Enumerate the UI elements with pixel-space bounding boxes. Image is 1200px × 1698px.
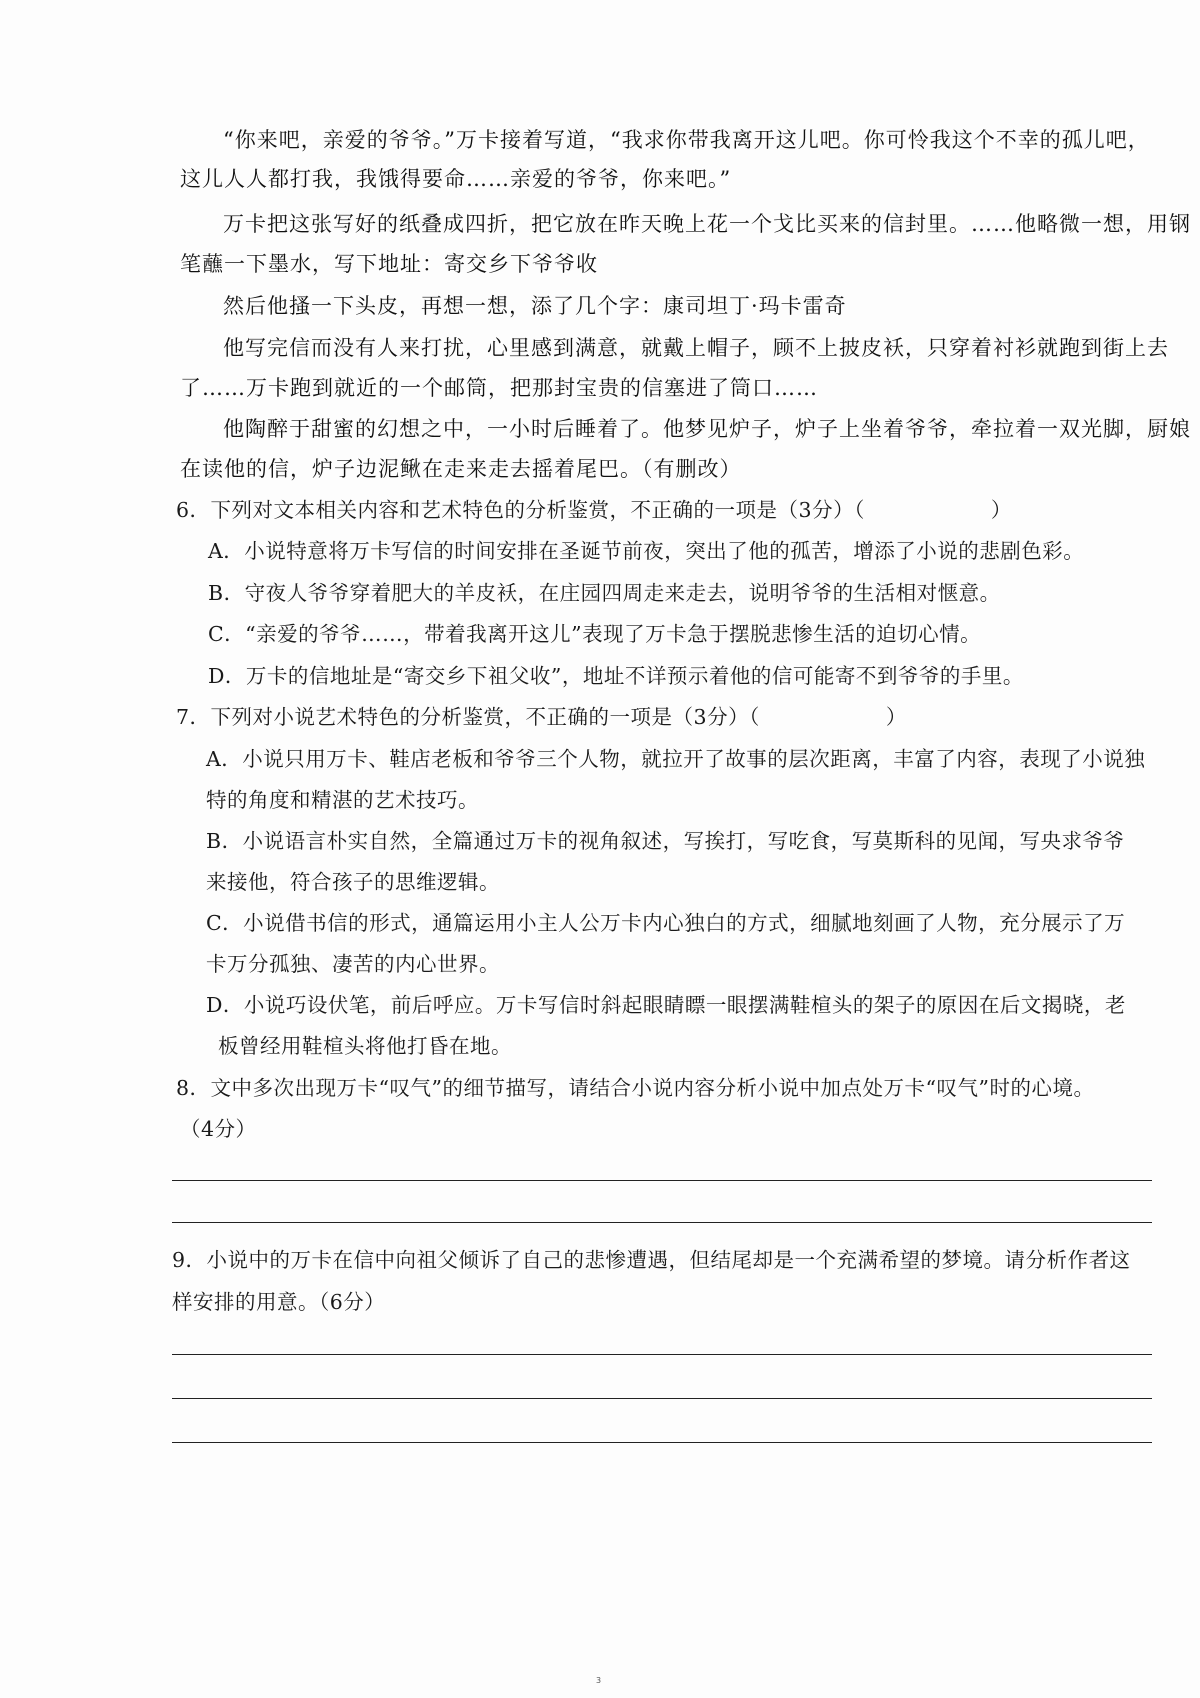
passage-p4-line2: 了……万卡跑到就近的一个邮筒，把那封宝贵的信塞进了筒口……	[180, 376, 818, 400]
passage-p5-line1: 他陶醉于甜蜜的幻想之中，一小时后睡着了。他梦见炉子，炉子上坐着爷爷，牵拉着一双光脚，厨娘	[223, 417, 1191, 441]
question-6-option-c: C．“亲爱的爷爷……，带着我离开这儿”表现了万卡急于摆脱悲惨生活的迫切心情。	[208, 622, 982, 646]
question-7-option-a-line2: 特的角度和精湛的艺术技巧。	[206, 788, 479, 812]
question-7-option-b-line2: 来接他，符合孩子的思维逻辑。	[206, 870, 500, 894]
question-7-option-d-line2: 板曾经用鞋楦头将他打昏在地。	[218, 1034, 512, 1058]
question-9-line1: 9．小说中的万卡在信中向祖父倾诉了自己的悲惨遭遇，但结尾却是一个充满希望的梦境。请分析作者这	[172, 1248, 1131, 1272]
passage-p2-line1: 万卡把这张写好的纸叠成四折，把它放在昨天晚上花一个戈比买来的信封里。……他略微一想，用钢	[223, 212, 1191, 236]
answer-line-q9-3[interactable]	[172, 1442, 1152, 1443]
question-7-option-c-line1: C．小说借书信的形式，通篇运用小主人公万卡内心独白的方式，细腻地刻画了人物，充分展示了万	[206, 911, 1126, 935]
answer-line-q9-1[interactable]	[172, 1354, 1152, 1355]
page-number: 3	[596, 1676, 602, 1685]
question-8-line1: 8．文中多次出现万卡“叹气”的细节描写，请结合小说内容分析小说中加点处万卡“叹气”时的心境。	[176, 1076, 1095, 1100]
passage-p3-line1: 然后他搔一下头皮，再想一想，添了几个字：康司坦丁·玛卡雷奇	[223, 294, 847, 318]
question-6-option-d: D．万卡的信地址是“寄交乡下祖父收”，地址不详预示着他的信可能寄不到爷爷的手里。	[208, 664, 1024, 688]
question-7-option-c-line2: 卡万分孤独、凄苦的内心世界。	[206, 952, 500, 976]
question-6-option-b: B．守夜人爷爷穿着肥大的羊皮袄，在庄园四周走来走去，说明爷爷的生活相对惬意。	[208, 581, 1001, 605]
question-7-stem: 7．下列对小说艺术特色的分析鉴赏，不正确的一项是（3分）（ ）	[176, 705, 907, 729]
passage-p1-line1: “你来吧，亲爱的爷爷。”万卡接着写道，“我求你带我离开这儿吧。你可怜我这个不幸的孤儿吧，	[223, 128, 1150, 152]
answer-line-q8-1[interactable]	[172, 1180, 1152, 1181]
passage-p4-line1: 他写完信而没有人来打扰，心里感到满意，就戴上帽子，顾不上披皮袄，只穿着衬衫就跑到街上去	[223, 336, 1169, 360]
question-6-option-a: A．小说特意将万卡写信的时间安排在圣诞节前夜，突出了他的孤苦，增添了小说的悲剧色彩。	[208, 539, 1085, 563]
question-7-option-a-line1: A．小说只用万卡、鞋店老板和爷爷三个人物，就拉开了故事的层次距离，丰富了内容，表现了小说独	[206, 747, 1146, 771]
answer-line-q9-2[interactable]	[172, 1398, 1152, 1399]
question-8-line2: （4分）	[180, 1117, 257, 1141]
question-9-line2: 样安排的用意。（6分）	[172, 1290, 386, 1314]
passage-p5-line2: 在读他的信，炉子边泥鳅在走来走去摇着尾巴。（有删改）	[180, 457, 742, 481]
question-6-stem: 6．下列对文本相关内容和艺术特色的分析鉴赏，不正确的一项是（3分）（ ）	[176, 498, 1012, 522]
answer-line-q8-2[interactable]	[172, 1222, 1152, 1223]
question-7-option-d-line1: D．小说巧设伏笔，前后呼应。万卡写信时斜起眼睛瞟一眼摆满鞋楦头的架子的原因在后文揭晓，老	[206, 993, 1126, 1017]
question-7-option-b-line1: B．小说语言朴实自然，全篇通过万卡的视角叙述，写挨打，写吃食，写莫斯科的见闻，写央求爷爷	[206, 829, 1125, 853]
passage-p1-line2: 这儿人人都打我，我饿得要命……亲爱的爷爷，你来吧。”	[180, 167, 732, 191]
passage-p2-line2: 笔蘸一下墨水，写下地址：寄交乡下爷爷收	[180, 252, 598, 276]
